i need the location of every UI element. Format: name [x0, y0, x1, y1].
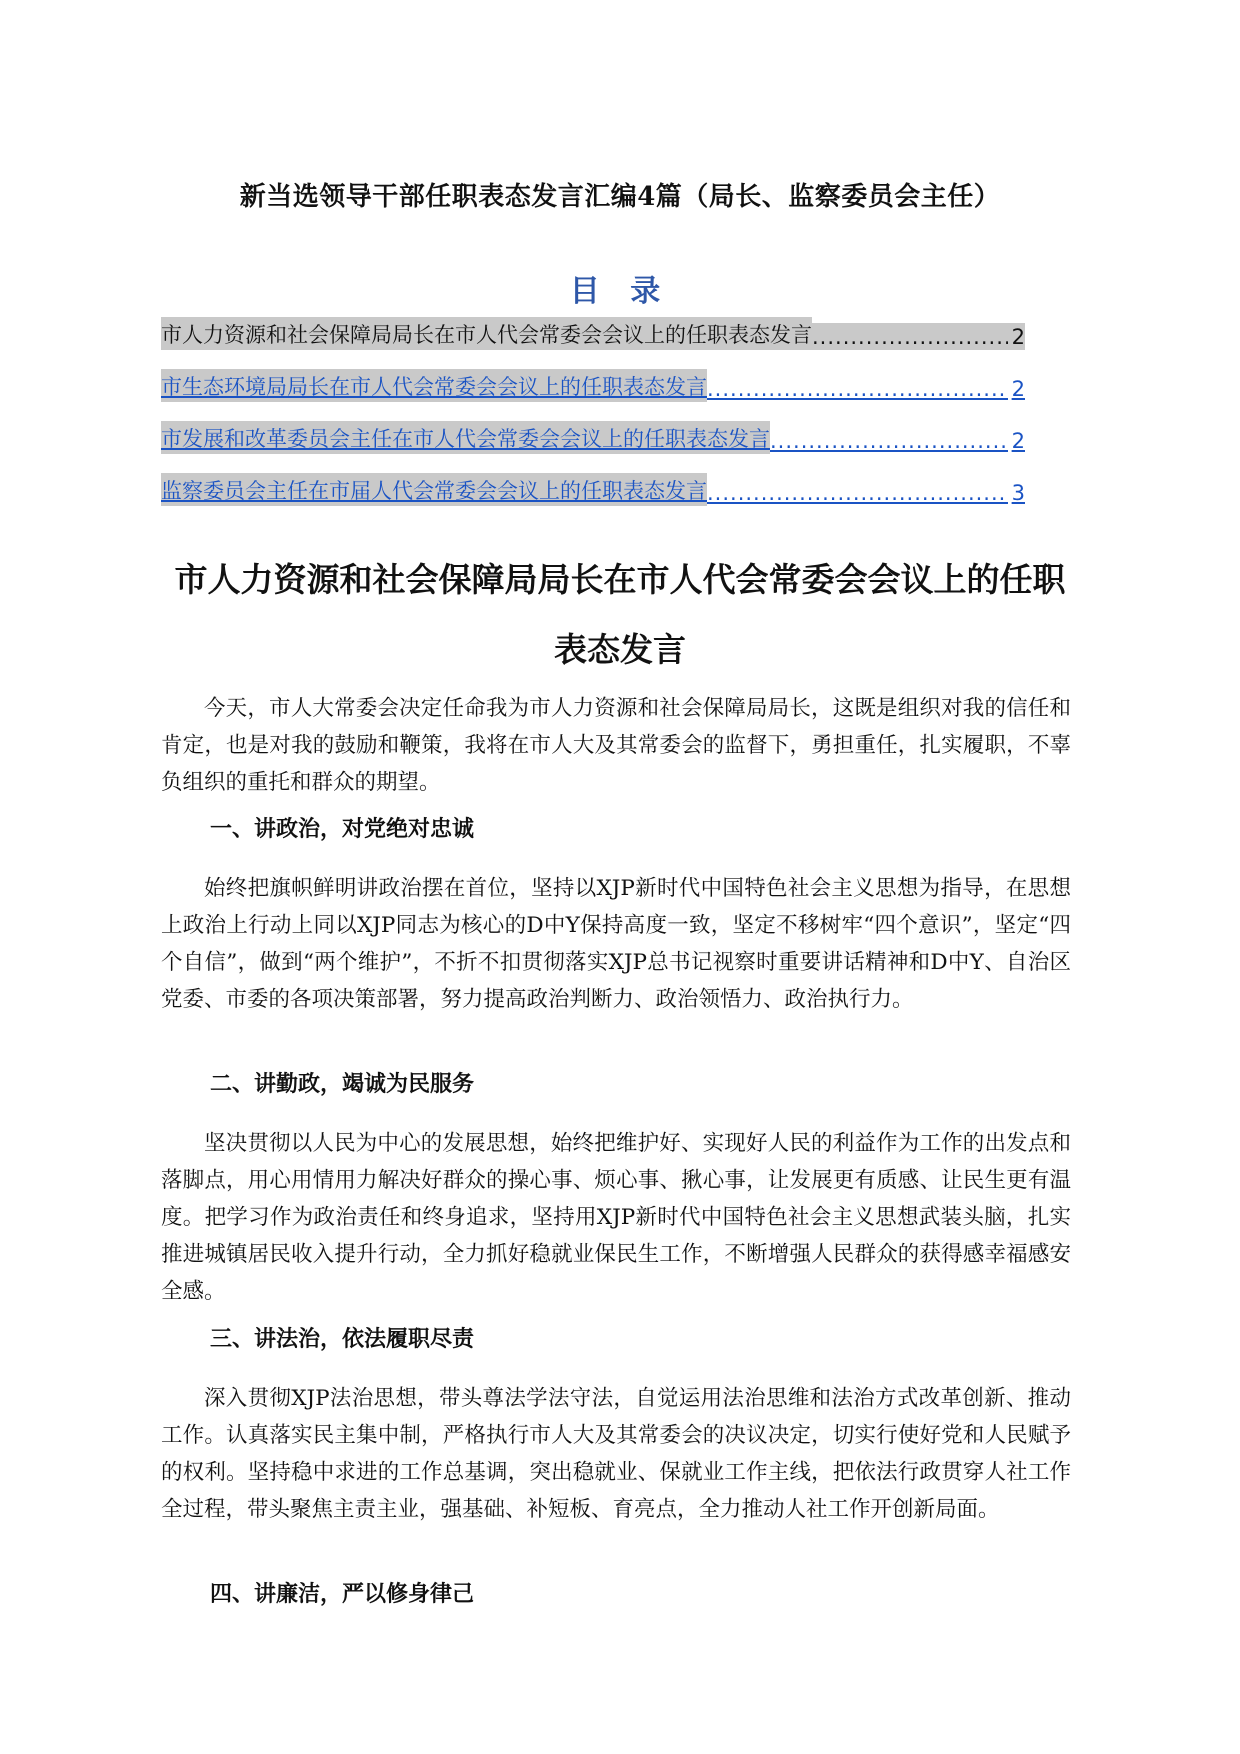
- toc-entry-title: 市发展和改革委员会主任在市人代会常委会会议上的任职表态发言: [161, 421, 770, 454]
- toc-entry-title: 监察委员会主任在市届人代会常委会会议上的任职表态发言: [161, 473, 707, 506]
- point-heading: 二、讲勤政，竭诚为民服务: [210, 1071, 475, 1097]
- point-heading: 一、讲政治，对党绝对忠诚: [210, 816, 475, 842]
- toc-page-number: 2: [1008, 427, 1025, 454]
- point-paragraph: 深入贯彻XJP法治思想，带头尊法学法守法，自觉运用法治思维和法治方式改革创新、推动工作。认真落实民主集中制，严格执行市人大及其常委会的决议决定，切实行使好党和人民赋予的权利。坚持稳中求进的工作总基调，突出稳就业、保就业工作主线，把依法行政贯穿人社工作全过程，带头聚焦主责主业，强基础、补短板、育亮点，全力推动人社工作开创新局面。: [161, 1386, 1071, 1522]
- point-paragraph: 始终把旗帜鲜明讲政治摆在首位，坚持以XJP新时代中国特色社会主义思想为指导，在思想上政治上行动上同以XJP同志为核心的D中Y保持高度一致，坚定不移树牢“四个意识”，坚定“四个自信”，做到“两个维护”，不折不扣贯彻落实XJP总书记视察时重要讲话精神和D中Y、自治区党委、市委的各项决策部署，努力提高政治判断力、政治领悟力、政治执行力。: [161, 876, 1071, 1012]
- toc-heading: 目 录: [569, 274, 671, 309]
- toc-entry[interactable]: [161, 370, 1025, 402]
- section-title-line1: 市人力资源和社会保障局局长在市人代会常委会会议上的任职: [174, 560, 1066, 599]
- document-title: 新当选领导干部任职表态发言汇编4篇（局长、监察委员会主任）: [239, 182, 1001, 212]
- point-heading: 四、讲廉洁，严以修身律己: [210, 1581, 475, 1607]
- point-paragraph: 坚决贯彻以人民为中心的发展思想，始终把维护好、实现好人民的利益作为工作的出发点和落脚点，用心用情用力解决好群众的操心事、烦心事、揪心事，让发展更有质感、让民生更有温度。把学习作为政治责任和终身追求，坚持用XJP新时代中国特色社会主义思想武装头脑，扎实推进城镇居民收入提升行动，全力抓好稳就业保民生工作，不断增强人民群众的获得感幸福感安全感。: [161, 1131, 1071, 1304]
- intro-paragraph: 今天，市人大常委会决定任命我为市人力资源和社会保障局局长，这既是组织对我的信任和肯定，也是对我的鼓励和鞭策，我将在市人大及其常委会的监督下，勇担重任，扎实履职，不辜负组织的重托和群众的期望。: [161, 696, 1071, 795]
- section-title-line2: 表态发言: [554, 630, 686, 669]
- toc-leader-dots: [770, 427, 1008, 454]
- toc-entry-title: 市生态环境局局长在市人代会常委会会议上的任职表态发言: [161, 369, 707, 402]
- toc-page-number: 3: [1008, 479, 1025, 506]
- table-of-contents: [161, 318, 1025, 526]
- toc-entry[interactable]: [161, 422, 1025, 454]
- toc-leader-dots: [812, 323, 1008, 350]
- toc-entry-title: 市人力资源和社会保障局局长在市人代会常委会会议上的任职表态发言: [161, 317, 812, 350]
- toc-entry[interactable]: [161, 474, 1025, 506]
- toc-leader-dots: [707, 479, 1008, 506]
- toc-page-number: 2: [1008, 323, 1025, 350]
- toc-leader-dots: [707, 375, 1008, 402]
- point-heading: 三、讲法治，依法履职尽责: [210, 1326, 475, 1352]
- toc-entry[interactable]: [161, 318, 1025, 350]
- toc-page-number: 2: [1008, 375, 1025, 402]
